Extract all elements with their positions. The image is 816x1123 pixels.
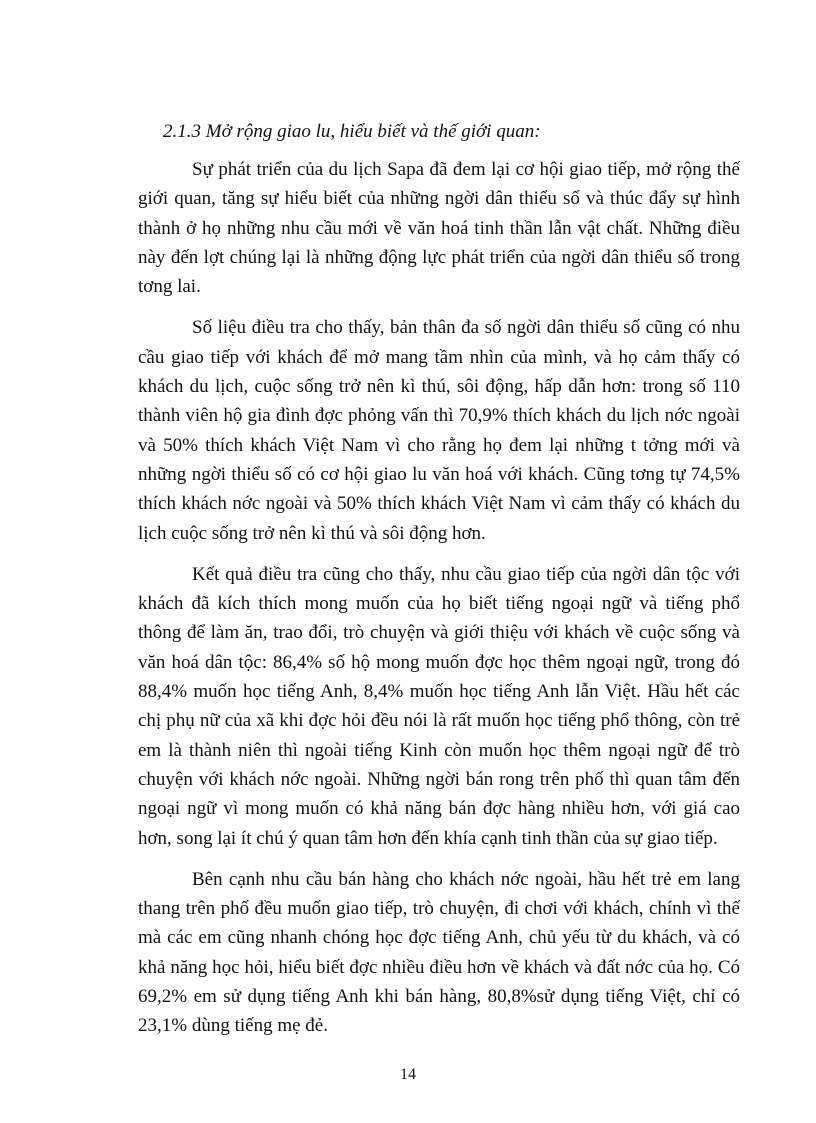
page-number: 14 (400, 1066, 416, 1083)
body-text (138, 155, 740, 1041)
paragraph-1: Sự phát triển của du lịch Sapa đã đem lại cơ hội giao tiếp, mở rộng thế giới quan, tăng sự hiểu biết của những ngời dân thiểu số và thúc đẩy sự hình thành ở họ những nhu cầu mới về văn hoá tinh thần lẫn vật chất. Những điều này đến lợt chúng lại là những động lực phát triển của ngời dân thiểu số trong tơng lai. (138, 159, 740, 298)
paragraph-2: Số liệu điều tra cho thấy, bản thân đa số ngời dân thiểu số cũng có nhu cầu giao tiếp với khách để mở mang tầm nhìn của mình, và họ cảm thấy có khách du lịch, cuộc sống trở nên kì thú, sôi động, hấp dẫn hơn: trong số 110 thành viên hộ gia đình đợc phỏng vấn thì 70,9% thích khách du lịch nớc ngoài và 50% thích khách Việt Nam vì cho rằng họ đem lại những t tởng mới và những ngời thiểu số có cơ hội giao lu văn hoá với khách. Cũng tơng tự 74,5% thích khách nớc ngoài và 50% thích khách Việt Nam vì cảm thấy có khách du lịch cuộc sống trở nên kì thú và sôi động hơn. (138, 317, 740, 544)
section-heading: 2.1.3 Mở rộng giao lu, hiểu biết và thế giới quan: (163, 121, 541, 142)
paragraph-4: Bên cạnh nhu cầu bán hàng cho khách nớc ngoài, hầu hết trẻ em lang thang trên phố đều muốn giao tiếp, trò chuyện, đi chơi với khách, chính vì thế mà các em cũng nhanh chóng học đợc tiếng Anh, chủ yếu từ du khách, và có khả năng học hỏi, hiểu biết đợc nhiều điều hơn về khách và đất nớc của họ. Có 69,2% em sử dụng tiếng Anh khi bán hàng, 80,8%sử dụng tiếng Việt, chỉ có 23,1% dùng tiếng mẹ đẻ. (138, 868, 740, 1037)
paragraph-3: Kết quả điều tra cũng cho thấy, nhu cầu giao tiếp của ngời dân tộc với khách đã kích thích mong muốn của họ biết tiếng ngoại ngữ và tiếng phổ thông để làm ăn, trao đổi, trò chuyện và giới thiệu với khách về cuộc sống và văn hoá dân tộc: 86,4% số hộ mong muốn đợc học thêm ngoại ngữ, trong đó 88,4% muốn học tiếng Anh, 8,4% muốn học tiếng Anh lẫn Việt. Hầu hết các chị phụ nữ của xã khi đợc hỏi đều nói là rất muốn học tiếng phổ thông, còn trẻ em là thành niên thì ngoài tiếng Kinh còn muốn học thêm ngoại ngữ để trò chuyện với khách nớc ngoài. Những ngời bán rong trên phố thì quan tâm đến ngoại ngữ vì mong muốn có khả năng bán đợc hàng nhiều hơn, với giá cao hơn, song lại ít chú ý quan tâm hơn đến khía cạnh tinh thần của sự giao tiếp. (138, 563, 740, 849)
